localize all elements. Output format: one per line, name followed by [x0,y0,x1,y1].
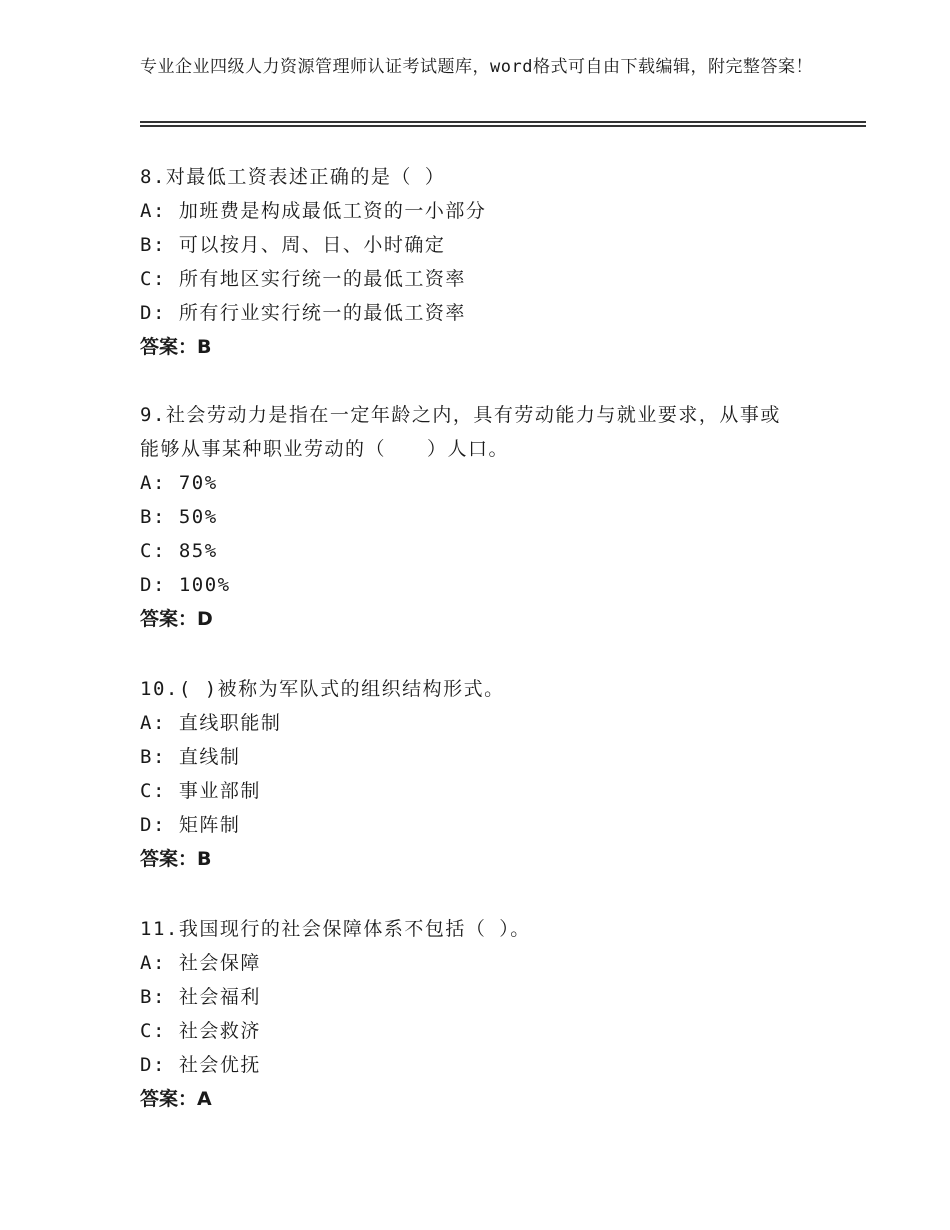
option-d: D: 矩阵制 [140,814,241,836]
header-divider [140,121,866,127]
option-d: D: 100% [140,574,231,596]
option-b: B: 社会福利 [140,986,261,1008]
document-header [140,56,820,79]
question-block [140,912,840,1116]
answer-label: 答案：D [140,608,213,630]
option-a: A: 社会保障 [140,952,261,974]
option-b: B: 直线制 [140,746,241,768]
option-b: B: 50% [140,506,218,528]
option-c: C: 社会救济 [140,1020,261,1042]
question-block [140,160,840,364]
document-title: 专业企业四级人力资源管理师认证考试题库，word格式可自由下载编辑，附完整答案！ [140,57,813,77]
option-a: A: 加班费是构成最低工资的一小部分 [140,200,487,222]
question-stem: 11.我国现行的社会保障体系不包括（ ）。 [140,918,531,940]
option-c: C: 85% [140,540,218,562]
answer-label: 答案：B [140,336,212,358]
option-d: D: 社会优抚 [140,1054,261,1076]
question-block [140,672,840,876]
question-stem: 8.对最低工资表述正确的是（ ） [140,166,446,188]
option-a: A: 70% [140,472,218,494]
option-c: C: 事业部制 [140,780,261,802]
option-a: A: 直线职能制 [140,712,282,734]
question-stem: 10.( )被称为军队式的组织结构形式。 [140,678,505,700]
answer-label: 答案：B [140,848,212,870]
question-stem: 9.社会劳动力是指在一定年龄之内，具有劳动能力与就业要求，从事或能够从事某种职业劳动的（ ）人口。 [140,404,781,460]
answer-label: 答案：A [140,1088,212,1110]
option-d: D: 所有行业实行统一的最低工资率 [140,302,466,324]
option-b: B: 可以按月、周、日、小时确定 [140,234,446,256]
question-block [140,398,800,636]
option-c: C: 所有地区实行统一的最低工资率 [140,268,466,290]
